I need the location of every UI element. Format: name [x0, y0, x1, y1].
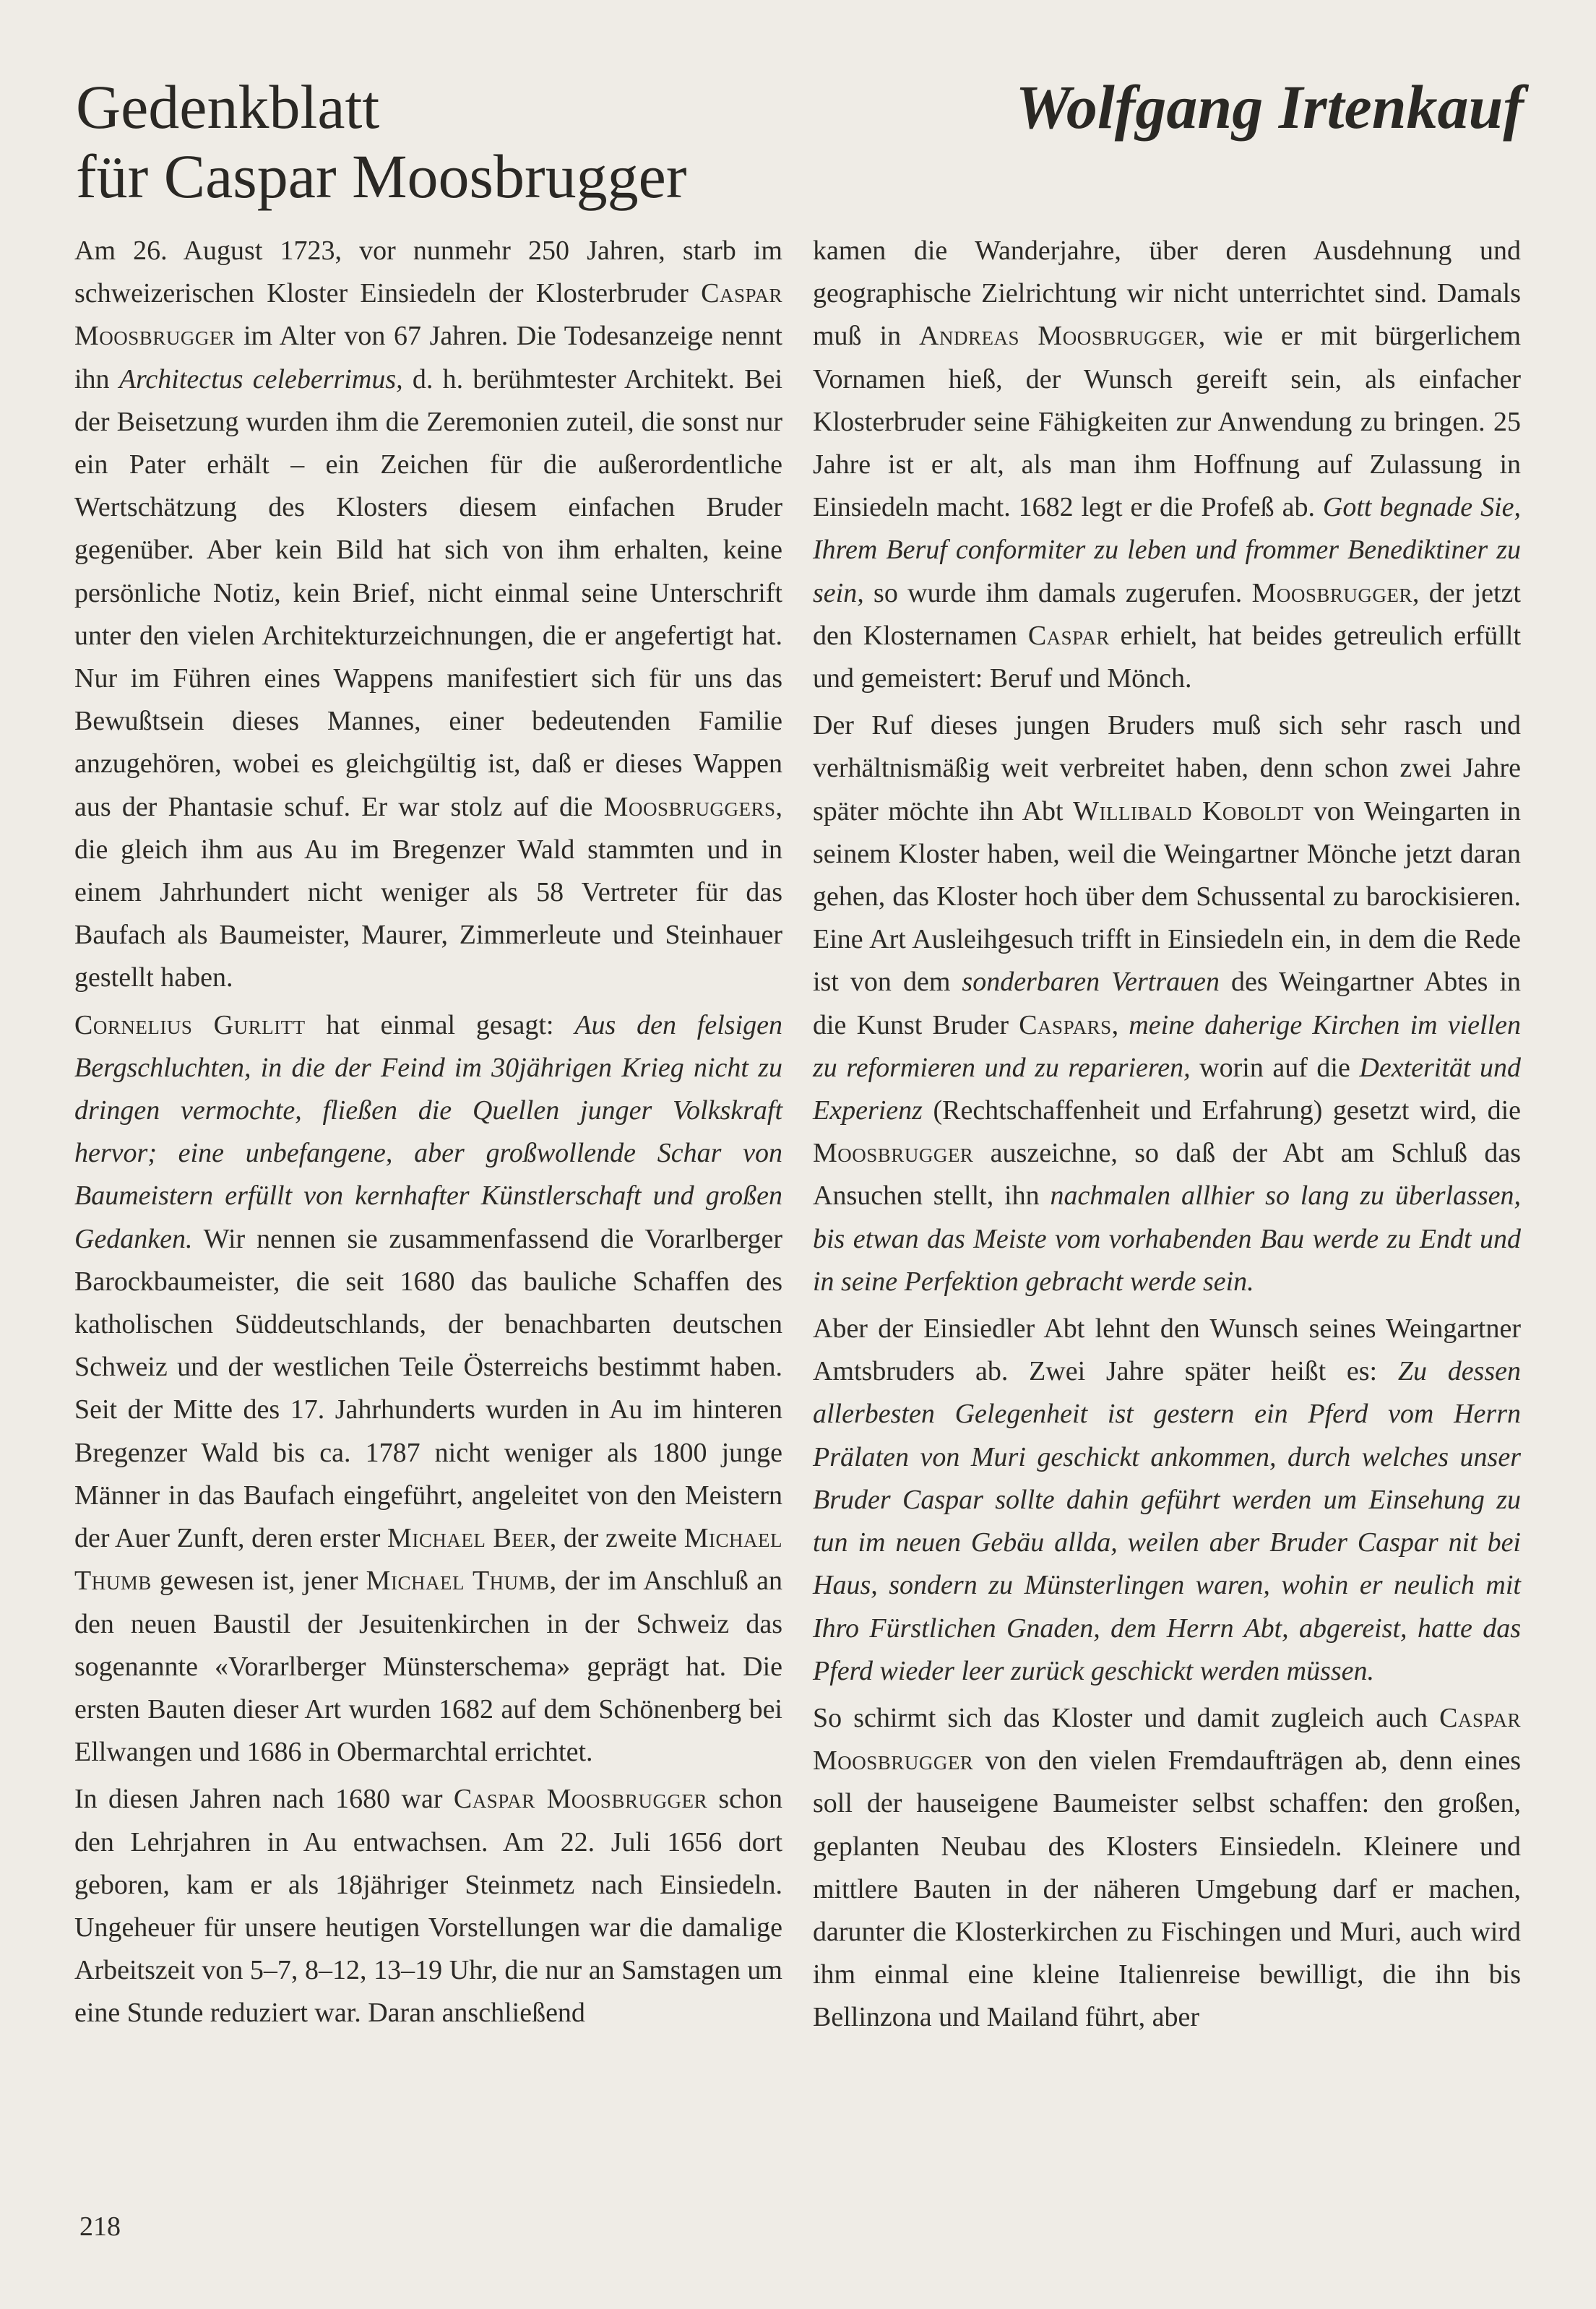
paragraph [74, 1778, 782, 2034]
text-run: kamen die Wanderjahre, über deren Ausdehnung und geographische Zielrichtung wir nicht unterrichtet sind. Damals muß in [813, 236, 1521, 352]
emphasis-text: nachmalen allhier so lang zu überlassen, bis etwan das Meiste vom vorhabenden Bau werde zu Endt und in seine Perfektion gebracht werde sein. [813, 1181, 1521, 1297]
text-run: Aber der Einsiedler Abt lehnt den Wunsch seines Weingartner Amtsbruders ab. Zwei Jahre später heißt es: [813, 1313, 1521, 1387]
text-run: In diesen Jahren nach 1680 war [74, 1784, 454, 1815]
text-run: auszeichne, so daß der Abt am Schluß das Ansuchen stellt, ihn [813, 1138, 1521, 1212]
text-run: Der Ruf dieses jungen Bruders muß sich sehr rasch und verhältnismäßig weit verbreitet haben, denn schon zwei Jahre später möchte ihn Abt [813, 710, 1521, 827]
text-run: Wir nennen sie zusammenfassend die Vorarlberger Barockbaumeister, die seit 1680 das bauliche Schaffen des katholischen Süddeutschlands, der benachbarten deutschen Schweiz und der westlichen Teile Österreichs bestimmt haben. Seit der Mitte des 17. Jahrhunderts wurden in Au im hinteren Bregenzer Wald bis ca. 1787 nicht weniger als 1800 junge Männer in das Baufach eingeführt, angeleitet von den Meistern der Auer Zunft, deren erster [74, 1223, 782, 1554]
page-number: 218 [79, 2211, 121, 2242]
name-smallcaps: Moosbruggers [603, 791, 776, 822]
paragraph [813, 1308, 1521, 1693]
name-smallcaps: Moosbrugger [1251, 577, 1412, 608]
emphasis-text: Aus den felsigen Bergschluchten, in die der Feind im 30jährigen Krieg nicht zu dringen vermochte, fließen die Quellen junger Volkskraft hervor; eine unbefangene, aber großwollende Schar von Baumeistern erfüllt von kernhafter Künstlerschaft und großen Gedanken. [74, 1009, 783, 1254]
name-smallcaps: Moosbrugger [813, 1138, 974, 1169]
author-name: Wolfgang Irtenkauf [1015, 72, 1524, 142]
text-run: so wurde ihm damals zugerufen. [863, 577, 1252, 608]
name-smallcaps: Caspar Moosbrugger [74, 278, 782, 352]
text-run: (Rechtschaffenheit und Erfahrung) gesetzt wird, die [922, 1095, 1521, 1126]
text-run: Am 26. August 1723, vor nunmehr 250 Jahren, starb im schweizerischen Kloster Einsiedeln der Klosterbruder [74, 236, 782, 309]
name-smallcaps: Caspars [1019, 1009, 1112, 1040]
name-smallcaps: Michael Thumb [366, 1566, 550, 1597]
text-run: , der zweite [549, 1523, 684, 1554]
emphasis-text: sonderbaren Vertrauen [962, 967, 1220, 998]
paragraph [74, 1004, 782, 1774]
text-run: , die gleich ihm aus Au im Bregenzer Wald stammten und in einem Jahrhundert nicht weniger als 58 Vertreter für das Baufach als Baumeister, Maurer, Zimmerleute und Steinhauer gestellt haben. [74, 791, 782, 993]
text-run: im Alter von 67 Jahren. Die Todesanzeige nennt ihn [74, 321, 782, 394]
title-line-2: für Caspar Moosbrugger [76, 142, 687, 211]
emphasis-text: Architectus celeberrimus, [118, 363, 403, 394]
emphasis-text: Dexterität und Experienz [813, 1052, 1522, 1126]
text-run: des Weingartner Abtes in die Kunst Bruder [813, 967, 1521, 1040]
paragraph [813, 230, 1521, 700]
text-run: von Weingarten in seinem Kloster haben, weil die Weingartner Mönche jetzt daran gehen, das Kloster hoch über dem Schussental zu barockisieren. Eine Art Ausleihgesuch trifft in Einsiedeln ein, in dem die Rede ist von dem [813, 795, 1521, 998]
right-column [813, 230, 1521, 2044]
text-run: So schirmt sich das Kloster und damit zugleich auch [813, 1702, 1440, 1733]
title-line-1: Gedenkblatt [76, 72, 380, 142]
paragraph [813, 704, 1521, 1303]
text-run: hat einmal gesagt: [305, 1009, 575, 1040]
name-smallcaps: Michael Thumb [74, 1523, 782, 1597]
text-run: , der im Anschluß an den neuen Baustil der Jesuitenkirchen in der Schweiz das sogenannte «Vorarlberger Münsterschema» geprägt hat. Die ersten Bauten dieser Art wurden 1682 auf dem Schönenberg bei Ellwangen und 1686 in Obermarchtal errichtet. [74, 1566, 782, 1768]
paragraph [813, 1697, 1521, 2040]
name-smallcaps: Willibald Koboldt [1073, 795, 1304, 827]
name-smallcaps: Andreas Moosbrugger [919, 321, 1199, 352]
text-run: gewesen ist, jener [151, 1566, 366, 1597]
text-run: von den vielen Fremdaufträgen ab, denn eines soll der hauseigene Baumeister selbst schaffen: den großen, geplanten Neubau des Klosters Einsiedeln. Kleinere und mittlere Bauten in der näheren Umgebung darf er machen, darunter die Klosterkirchen zu Fischingen und Muri, auch wird ihm einmal eine kleine Italienreise bewilligt, die ihn bis Bellinzona und Mailand führt, aber [813, 1745, 1521, 2033]
name-smallcaps: Cornelius Gurlitt [74, 1009, 306, 1040]
emphasis-text: meine daherige Kirchen im viellen zu reformieren und zu reparieren, [813, 1009, 1521, 1083]
emphasis-text: Zu dessen allerbesten Gelegenheit ist gestern ein Pferd vom Herrn Prälaten von Muri geschickt ankommen, durch welches unser Bruder Caspar sollte dahin geführt werden um Einsehung zu tun im neuen Gebäu allda, weilen aber Bruder Caspar nit bei Haus, sondern zu Münsterlingen waren, wohin er neulich mit Ihro Fürstlichen Gnaden, dem Herrn Abt, abgereist, hatte das Pferd wieder leer zurück geschickt werden müssen. [813, 1356, 1521, 1686]
text-run: , wie er mit bürgerlichem Vornamen hieß, der Wunsch gereift sein, als einfacher Klosterbruder seine Fähigkeiten zur Anwendung zu bringen. 25 Jahre ist er alt, als man ihm Hoffnung auf Zulassung in Einsiedeln macht. 1682 legt er die Profeß ab. [813, 321, 1521, 523]
name-smallcaps: Caspar [1027, 620, 1110, 651]
name-smallcaps: Caspar Moosbrugger [813, 1702, 1521, 1777]
text-run: worin auf die [1190, 1052, 1360, 1083]
text-run: schon den Lehrjahren in Au entwachsen. Am 22. Juli 1656 dort geboren, kam er als 18jähriger Steinmetz nach Einsiedeln. Ungeheuer für unsere heutigen Vorstellungen war die damalige Arbeitszeit von 5–7, 8–12, 13–19 Uhr, die nur an Samstagen um eine Stunde reduziert war. Daran anschließend [74, 1784, 782, 2029]
text-run: erhielt, hat beides getreulich erfüllt und gemeistert: Beruf und Mönch. [813, 620, 1521, 694]
text-run: , der jetzt den Klosternamen [813, 577, 1521, 651]
left-column [74, 230, 782, 2040]
name-smallcaps: Michael Beer [387, 1523, 550, 1554]
paragraph [74, 230, 782, 1000]
name-smallcaps: Caspar Moosbrugger [453, 1784, 707, 1815]
article-title [76, 72, 686, 211]
emphasis-text: Gott begnade Sie, Ihrem Beruf conformiter zu leben und frommer Benediktiner zu sein, [813, 492, 1522, 608]
text-run: , [1111, 1009, 1129, 1040]
text-run: d. h. berühmtester Architekt. Bei der Beisetzung wurden ihm die Zeremonien zuteil, die sonst nur ein Pater erhält – ein Zeichen für die außerordentliche Wertschätzung des Klosters diesem einfachen Bruder gegenüber. Aber kein Bild hat sich von ihm erhalten, keine persönliche Notiz, kein Brief, nicht einmal seine Unterschrift unter den vielen Architekturzeichnungen, die er angefertigt hat. Nur im Führen eines Wappens manifestiert sich für uns das Bewußtsein dieses Mannes, einer bedeutenden Familie anzugehören, wobei es gleichgültig ist, daß er dieses Wappen aus der Phantasie schuf. Er war stolz auf die [74, 363, 783, 822]
